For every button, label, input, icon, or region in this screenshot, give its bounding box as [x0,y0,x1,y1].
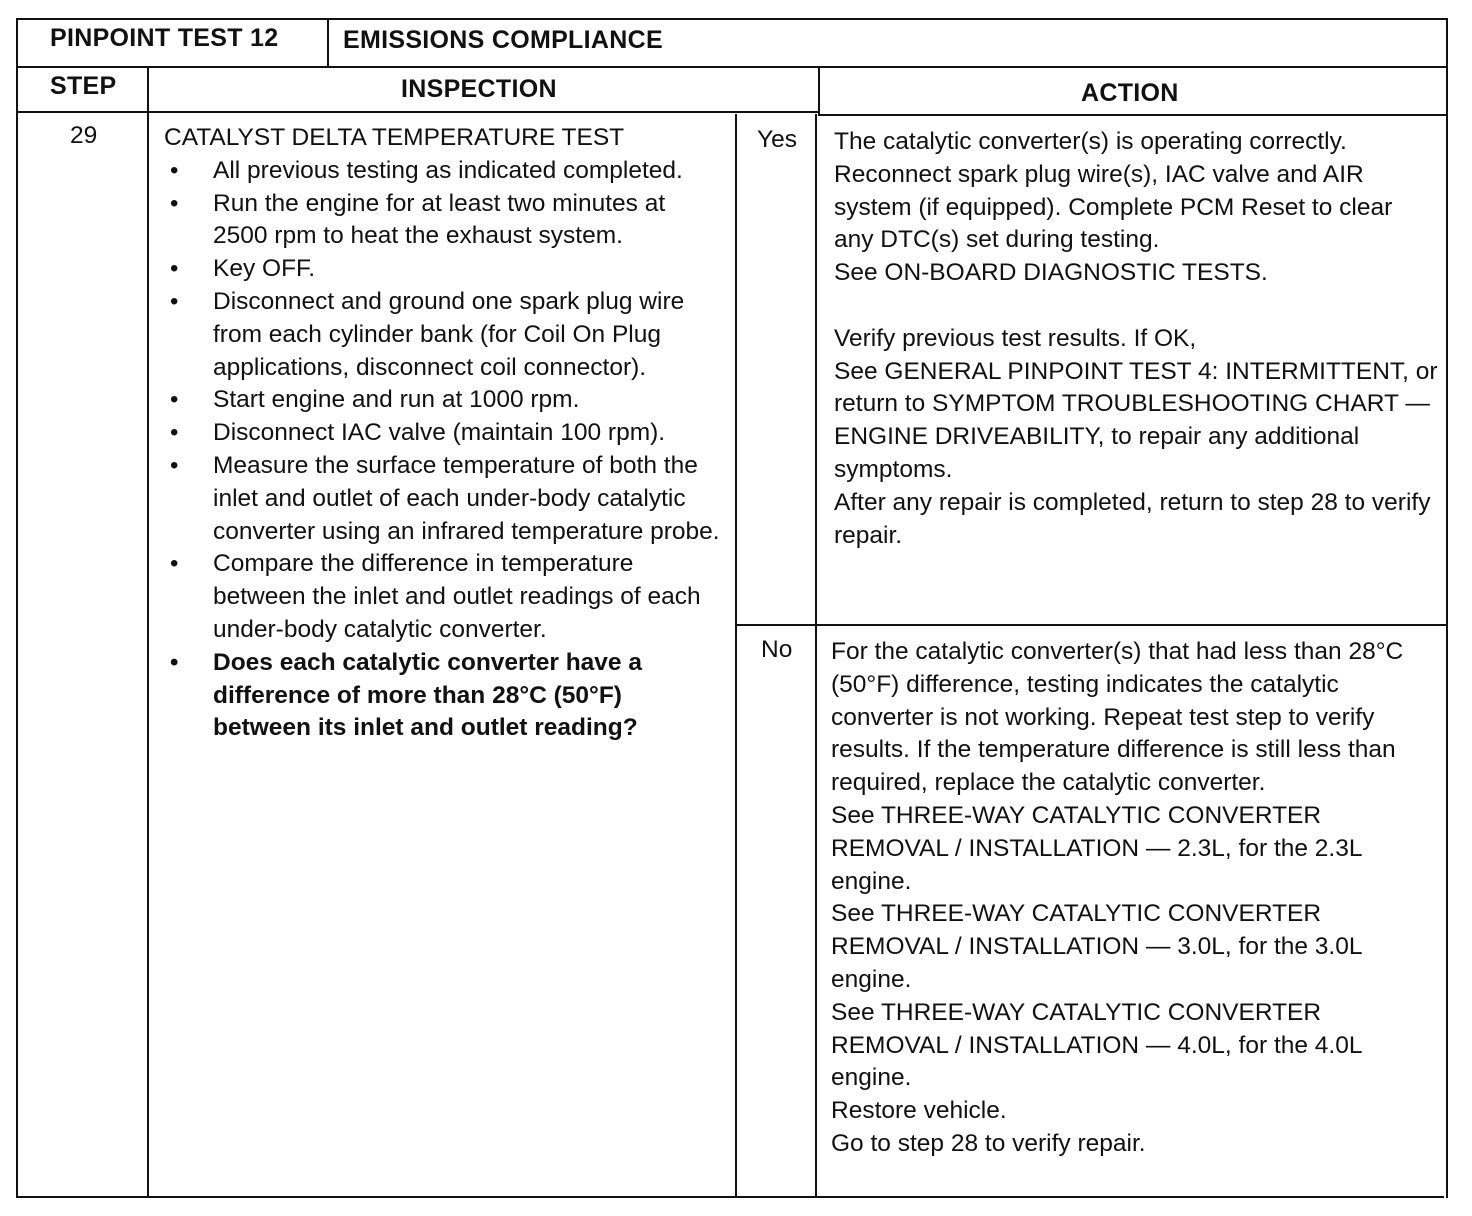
border-right [1446,18,1448,1198]
yes-action-paragraph: See GENERAL PINPOINT TEST 4: INTERMITTENT, or return to SYMPTOM TROUBLESHOOTING CHART — ENGINE DRIVEABILITY, to repair any additional symptoms. [834,357,1438,483]
header-divider [327,18,329,66]
bullet-icon: • [170,386,179,414]
yes-action-paragraph: See ON-BOARD DIAGNOSTIC TESTS. [834,259,1268,287]
yes-action-paragraph: The catalytic converter(s) is operating correctly. Reconnect spark plug wire(s), IAC valve and AIR system (if equipped). Complete PCM Reset to clear any DTC(s) set during testing. [834,128,1393,254]
yes-no-column-divider [735,114,737,1198]
column-header-rule-right [818,114,1448,116]
inspection-bullet: • Disconnect IAC valve (maintain 100 rpm). [164,417,724,450]
action-body-divider [815,114,817,1198]
test-label: PINPOINT TEST 12 [50,24,279,52]
no-action-paragraph: Restore vehicle. [831,1097,1007,1125]
column-inspection: INSPECTION [401,75,557,103]
no-action-paragraph: See THREE-WAY CATALYTIC CONVERTER REMOVAL / INSTALLATION — 4.0L, for the 4.0L engine. [831,998,1362,1092]
step-title: CATALYST DELTA TEMPERATURE TEST [164,124,625,151]
no-label: No [761,636,793,663]
header-rule [16,66,1448,68]
no-action-paragraph: See THREE-WAY CATALYTIC CONVERTER REMOVAL / INSTALLATION — 2.3L, for the 2.3L engine. [831,801,1362,895]
inspection-question: • Does each catalytic converter have a difference of more than 28°C (50°F) between its inlet and outlet reading? [170,648,642,742]
border-bottom [16,1196,1444,1198]
bullet-icon: • [170,419,179,447]
yes-action-paragraph: After any repair is completed, return to step 28 to verify repair. [834,488,1431,549]
yes-action [834,126,1438,552]
inspection-bullet: • Measure the surface temperature of both the inlet and outlet of each under-body catalytic converter using an infrared temperature probe. [170,451,720,545]
inspection-bullet: • Run the engine for at least two minutes at 2500 rpm to heat the exhaust system. [170,189,666,250]
action-column-divider [818,66,820,116]
bullet-icon: • [170,255,179,283]
no-action-paragraph: See THREE-WAY CATALYTIC CONVERTER REMOVAL / INSTALLATION — 3.0L, for the 3.0L engine. [831,900,1362,993]
bullet-icon: • [170,648,179,676]
inspection-bullet: • Start engine and run at 1000 rpm. [164,384,724,417]
step-number: 29 [70,122,98,149]
paragraph-gap [834,290,1438,323]
bullet-icon: • [170,550,179,578]
test-title: EMISSIONS COMPLIANCE [343,26,663,54]
inspection-bullet: • Compare the difference in temperature between the inlet and outlet readings of each under-body catalytic converter. [170,550,701,643]
no-action [831,636,1435,1161]
step-column-divider [147,66,149,1198]
yes-no-separator [735,624,1448,626]
yes-label: Yes [757,126,797,153]
bullet-icon: • [170,287,179,315]
yes-action-paragraph: Verify previous test results. If OK, [834,324,1197,352]
border-top [16,18,1448,20]
inspection-bullet: • All previous testing as indicated completed. [164,155,724,188]
column-header-rule-left [16,111,818,113]
no-action-paragraph: Go to step 28 to verify repair. [831,1129,1146,1157]
no-action-paragraph: For the catalytic converter(s) that had less than 28°C (50°F) difference, testing indicates the catalytic converter is not working. Repeat test step to verify results. If the temperature difference is still less than required, replace the catalytic converter. [831,638,1404,797]
bullet-icon: • [170,451,179,479]
bullet-icon: • [170,189,179,217]
inspection-content [164,122,724,745]
inspection-bullets [164,155,724,745]
border-left [16,18,18,1198]
inspection-bullet: • Disconnect and ground one spark plug wire from each cylinder bank (for Coil On Plug applications, disconnect coil connector). [170,287,685,381]
column-action: ACTION [1081,79,1179,107]
column-step: STEP [50,72,117,100]
inspection-bullet: • Key OFF. [164,253,724,286]
bullet-icon: • [170,156,179,184]
